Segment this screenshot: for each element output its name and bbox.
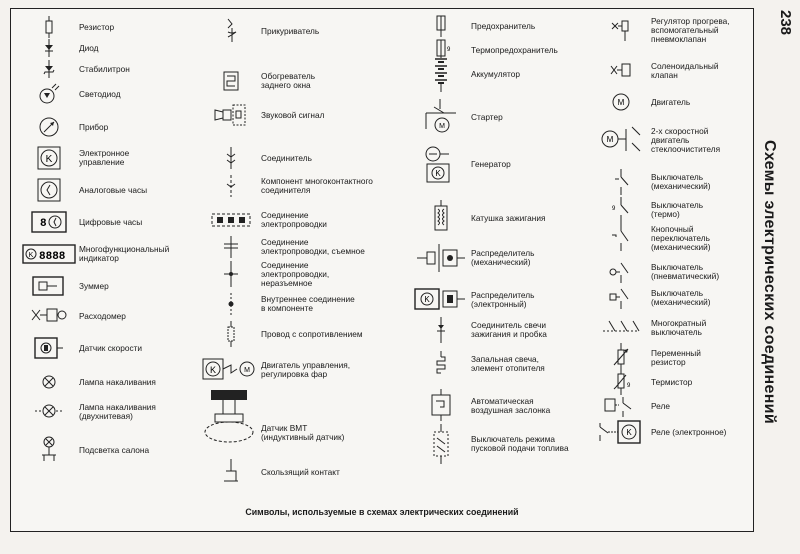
svg-text:9: 9 — [627, 383, 631, 389]
multifunction-indicator-icon — [19, 239, 79, 269]
svg-text:K: K — [626, 428, 632, 437]
legend-label: Датчик скорости — [79, 342, 143, 353]
legend-entry — [591, 15, 751, 45]
legend-label: Провод с сопротивлением — [261, 328, 363, 339]
legend-label: Катушка зажигания — [471, 212, 546, 223]
legend-label: Распределитель (электронный) — [471, 290, 535, 309]
generator-icon — [411, 149, 471, 179]
spark-plug-connector-icon — [411, 315, 471, 345]
legend-label: Звуковой сигнал — [261, 109, 325, 120]
legend-entry — [19, 333, 209, 363]
legend-entry — [19, 301, 209, 331]
symbol-column-1 — [19, 9, 209, 499]
legend-entry — [19, 112, 209, 142]
legend-label: Диод — [79, 42, 99, 53]
legend-entry — [591, 167, 751, 197]
legend-entry — [411, 315, 601, 345]
legend-label: Автоматическая воздушная заслонка — [471, 396, 551, 415]
legend-label: Прибор — [79, 121, 109, 132]
electronic-relay-icon — [591, 417, 651, 447]
legend-entry — [19, 239, 209, 269]
legend-label: Цифровые часы — [79, 216, 143, 227]
legend-label: Внутреннее соединение в компоненте — [261, 294, 355, 313]
legend-entry — [411, 243, 601, 273]
digital-clock-icon — [19, 207, 79, 237]
legend-entry — [19, 397, 209, 427]
legend-entry — [201, 143, 401, 173]
legend-label: Выключатель (механический) — [651, 288, 711, 307]
solenoid-valve-icon — [591, 56, 651, 86]
tdc-sensor-icon — [201, 403, 261, 433]
svg-text:K: K — [435, 169, 441, 178]
legend-entry — [201, 66, 401, 96]
legend-label: Расходомер — [79, 310, 126, 321]
horn-icon — [201, 100, 261, 130]
legend-label: Соединитель — [261, 152, 312, 163]
legend-label: Выключатель (пневматический) — [651, 262, 720, 281]
svg-text:K: K — [45, 154, 53, 165]
push-switch-icon — [591, 223, 651, 253]
svg-text:9: 9 — [447, 47, 451, 53]
mechanical-switch-2-icon — [591, 283, 651, 313]
legend-label: Термистор — [651, 376, 693, 387]
legend-label: Кнопочный переключатель (механический) — [651, 223, 711, 252]
legend-entry — [411, 102, 601, 132]
legend-entry — [201, 171, 401, 201]
legend-entry — [591, 87, 751, 117]
svg-text:8888: 8888 — [39, 251, 66, 263]
legend-entry — [201, 232, 401, 262]
legend-label: Обогреватель заднего окна — [261, 71, 316, 90]
battery-icon — [411, 59, 471, 89]
mechanical-distributor-icon — [411, 243, 471, 273]
legend-entry — [591, 283, 751, 313]
motor-icon — [591, 87, 651, 117]
legend-label: Многократный выключатель — [651, 318, 707, 337]
legend-entry — [411, 349, 601, 379]
internal-junction-icon — [201, 289, 261, 319]
interior-light-icon — [19, 435, 79, 465]
legend-label: Соединение электропроводки, съемное — [261, 237, 365, 256]
headlight-motor-icon — [201, 355, 261, 385]
sliding-contact-icon — [201, 457, 261, 487]
connector-icon — [201, 143, 261, 173]
legend-label: Многофункциональный индикатор — [79, 244, 170, 263]
permanent-junction-icon — [201, 259, 261, 289]
cigar-lighter-icon — [201, 16, 261, 46]
thermo-switch-icon — [591, 195, 651, 225]
warmup-regulator-icon — [591, 15, 651, 45]
legend-label: Выключатель (механический) — [651, 172, 711, 191]
rear-defroster-icon — [201, 66, 261, 96]
multi-switch-icon — [591, 313, 651, 343]
legend-entry — [201, 259, 401, 289]
legend-entry — [201, 289, 401, 319]
electronic-control-icon — [19, 143, 79, 173]
legend-label: Зуммер — [79, 280, 109, 291]
legend-label: Термопредохранитель — [471, 44, 558, 55]
flowmeter-icon — [19, 301, 79, 331]
fuel-cutoff-switch-icon — [411, 429, 471, 459]
legend-label: Резистор — [79, 21, 115, 32]
legend-label: Генератор — [471, 158, 511, 169]
symbol-column-4 — [591, 9, 751, 499]
gauge-icon — [19, 112, 79, 142]
svg-text:M: M — [244, 367, 250, 374]
legend-entry — [591, 417, 751, 447]
svg-text:K: K — [209, 365, 217, 375]
legend-entry — [201, 100, 401, 130]
analog-clock-icon — [19, 175, 79, 205]
wiring-junction-icon — [201, 205, 261, 235]
legend-entry — [19, 207, 209, 237]
legend-label: Двигатель — [651, 96, 691, 107]
legend-label: Предохранитель — [471, 20, 536, 31]
svg-text:K: K — [424, 295, 430, 304]
legend-label: Реле (электронное) — [651, 426, 727, 437]
legend-label: Подсветка салона — [79, 444, 150, 455]
legend-label: Датчик ВМТ (индуктивный датчик) — [261, 423, 345, 442]
legend-label: Соединение электропроводки, неразъемное — [261, 259, 330, 288]
legend-label: 2-х скоростной двигатель стеклоочистителя — [651, 125, 721, 154]
legend-label: Соленоидальный клапан — [651, 61, 719, 80]
svg-text:K: K — [28, 252, 34, 259]
legend-label: Двигатель управления, регулировка фар — [261, 360, 351, 379]
legend-label: Соединение электропроводки — [261, 210, 327, 229]
buzzer-icon — [19, 271, 79, 301]
resistive-wire-icon — [201, 319, 261, 349]
legend-label: Выключатель режима пусковой подачи топлива — [471, 434, 569, 453]
ignition-coil-icon — [411, 203, 471, 233]
symbol-column-3 — [411, 9, 601, 499]
svg-text:M: M — [439, 123, 445, 130]
legend-label: Стартер — [471, 111, 503, 122]
multi-connector-icon — [201, 171, 261, 201]
legend-entry — [591, 56, 751, 86]
legend-entry — [411, 203, 601, 233]
legend-entry — [19, 367, 209, 397]
speed-sensor-icon — [19, 333, 79, 363]
starter-icon — [411, 102, 471, 132]
legend-label: Распределитель (механический) — [471, 248, 535, 267]
svg-text:8: 8 — [40, 218, 47, 230]
legend-entry — [201, 394, 401, 442]
svg-text:9: 9 — [612, 206, 616, 212]
legend-label: Лампа накаливания (двухнитевая) — [79, 402, 156, 421]
legend-label: Электронное управление — [79, 148, 130, 167]
wiper-motor-icon — [591, 125, 651, 155]
page-number: 238 — [777, 10, 794, 36]
legend-entry — [19, 143, 209, 173]
svg-text:M: M — [606, 135, 614, 144]
legend-label: Компонент многоконтактного соединителя — [261, 176, 373, 195]
dual-lamp-icon — [19, 397, 79, 427]
mechanical-switch-icon — [591, 167, 651, 197]
legend-label: Светодиод — [79, 88, 121, 99]
legend-label: Регулятор прогрева, вспомогательный пневмоклапан — [651, 15, 730, 44]
legend-entry — [411, 149, 601, 179]
symbol-column-2 — [201, 9, 401, 499]
legend-label: Реле — [651, 400, 670, 411]
svg-text:M: M — [617, 98, 625, 107]
legend-entry — [19, 435, 209, 465]
legend-entry — [19, 271, 209, 301]
led-icon — [19, 79, 79, 109]
legend-entry — [411, 285, 601, 315]
legend-entry — [201, 205, 401, 235]
legend-label: Запальная свеча, элемент отопителя — [471, 354, 545, 373]
auto-choke-icon — [411, 391, 471, 421]
glow-plug-icon — [411, 349, 471, 379]
legend-entry — [19, 79, 209, 109]
legend-entry — [19, 175, 209, 205]
lamp-icon — [19, 367, 79, 397]
legend-entry — [411, 391, 601, 421]
legend-label: Аккумулятор — [471, 68, 520, 79]
legend-label: Соединитель свечи зажигания и пробка — [471, 320, 547, 339]
legend-label: Прикуриватель — [261, 25, 320, 36]
legend-label: Скользящий контакт — [261, 466, 340, 477]
legend-entry — [591, 313, 751, 343]
legend-label: Переменный резистор — [651, 348, 701, 367]
section-title: Схемы электрических соединений — [761, 140, 778, 424]
electronic-distributor-icon — [411, 285, 471, 315]
legend-entry — [411, 429, 601, 459]
legend-entry — [201, 16, 401, 46]
legend-label: Выключатель (термо) — [651, 200, 704, 219]
legend-entry — [201, 355, 401, 385]
legend-entry — [591, 223, 751, 253]
legend-label: Аналоговые часы — [79, 184, 148, 195]
legend-entry — [201, 319, 401, 349]
legend-entry — [411, 59, 601, 89]
legend-entry — [591, 125, 751, 155]
legend-label: Лампа накаливания — [79, 376, 156, 387]
legend-entry — [201, 457, 401, 487]
legend-label: Стабилитрон — [79, 63, 130, 74]
page-frame — [10, 8, 754, 532]
legend-entry — [591, 195, 751, 225]
figure-caption: Символы, используемые в схемах электрических соединений — [245, 507, 519, 517]
detachable-junction-icon — [201, 232, 261, 262]
